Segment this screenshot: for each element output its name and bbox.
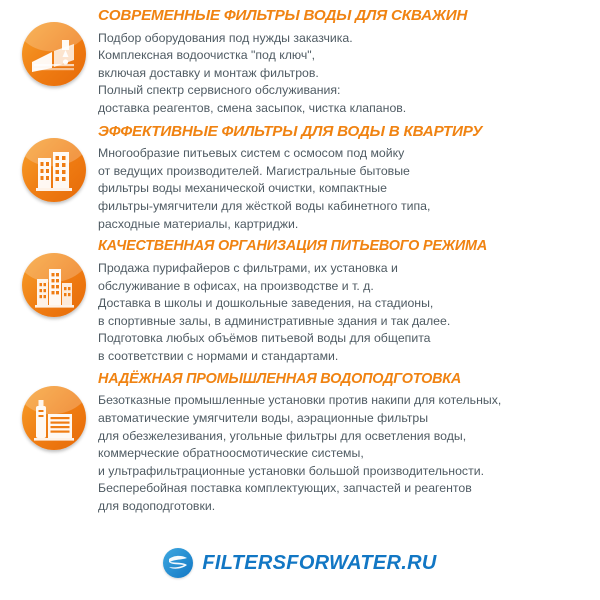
section-industrial-treatment bbox=[10, 372, 590, 516]
body-line: Полный спектр сервисного обслуживания: bbox=[98, 83, 341, 98]
body-line: для водоподготовки. bbox=[98, 498, 216, 513]
body-line: расходные материалы, картриджи. bbox=[98, 216, 299, 231]
body-line: Бесперебойная поставка комплектующих, запчастей и реагентов bbox=[98, 481, 472, 496]
text-column bbox=[98, 372, 590, 516]
body-line: Безотказные промышленные установки против накипи для котельных, bbox=[98, 393, 502, 408]
body-line: Подготовка любых объёмов питьевой воды для общепита bbox=[98, 331, 431, 346]
icon-column bbox=[10, 124, 98, 202]
body-line: коммерческие обратноосмотические системы, bbox=[98, 446, 364, 461]
section-title: КАЧЕСТВЕННАЯ ОРГАНИЗАЦИЯ ПИТЬЕВОГО РЕЖИМА bbox=[98, 238, 488, 255]
body-line: Подбор оборудования под нужды заказчика. bbox=[98, 30, 353, 45]
body-line: и ультрафильтрационные установки большой производительности. bbox=[98, 463, 484, 478]
icon-column bbox=[10, 8, 98, 86]
section-body bbox=[98, 30, 584, 118]
section-body bbox=[98, 260, 584, 365]
logo-text: FILTERSFORWATER.RU bbox=[202, 551, 437, 574]
section-title: СОВРЕМЕННЫЕ ФИЛЬТРЫ ВОДЫ ДЛЯ СКВАЖИН bbox=[98, 7, 468, 24]
water-swirl-logo-icon bbox=[163, 548, 193, 578]
body-line: в спортивные залы, в административные здания и так далее. bbox=[98, 313, 451, 328]
section-drinking-regime bbox=[10, 239, 590, 365]
section-body bbox=[98, 392, 584, 515]
text-column bbox=[98, 239, 590, 365]
section-body bbox=[98, 145, 584, 233]
body-line: Доставка в школы и дошкольные заведения, на стадионы, bbox=[98, 296, 434, 311]
office-towers-icon bbox=[22, 253, 86, 317]
body-line: Многообразие питьевых систем с осмосом под мойку bbox=[98, 146, 405, 161]
body-line: от ведущих производителей. Магистральные бытовые bbox=[98, 163, 410, 178]
body-line: Продажа пурифайеров с фильтрами, их установка и bbox=[98, 261, 398, 276]
apartment-building-icon bbox=[22, 138, 86, 202]
text-column bbox=[98, 8, 590, 118]
text-column bbox=[98, 124, 590, 234]
body-line: обслуживание в офисах, на производстве и т. д. bbox=[98, 278, 374, 293]
body-line: автоматические умягчители воды, аэрационные фильтры bbox=[98, 410, 429, 425]
site-logo[interactable] bbox=[0, 548, 600, 578]
body-line: фильтры-умягчители для жёсткой воды кабинетного типа, bbox=[98, 199, 431, 214]
body-line: фильтры воды механической очистки, компактные bbox=[98, 181, 387, 196]
section-apartment-filters bbox=[10, 124, 590, 234]
body-line: для обезжелезивания, угольные фильтры для осветления воды, bbox=[98, 428, 467, 443]
section-title: ЭФФЕКТИВНЫЕ ФИЛЬТРЫ ДЛЯ ВОДЫ В КВАРТИРУ bbox=[98, 122, 483, 140]
body-line: в соответствии с нормами и стандартами. bbox=[98, 348, 339, 363]
icon-column bbox=[10, 372, 98, 450]
section-wells-filters bbox=[10, 8, 590, 118]
body-line: Комплексная водоочистка "под ключ", bbox=[98, 48, 316, 63]
industrial-plant-icon bbox=[22, 386, 86, 450]
body-line: доставка реагентов, смена засыпок, чистка клапанов. bbox=[98, 101, 407, 116]
field-filter-icon bbox=[22, 22, 86, 86]
body-line: включая доставку и монтаж фильтров. bbox=[98, 65, 319, 80]
section-title: НАДЁЖНАЯ ПРОМЫШЛЕННАЯ ВОДОПОДГОТОВКА bbox=[98, 370, 462, 387]
icon-column bbox=[10, 239, 98, 317]
